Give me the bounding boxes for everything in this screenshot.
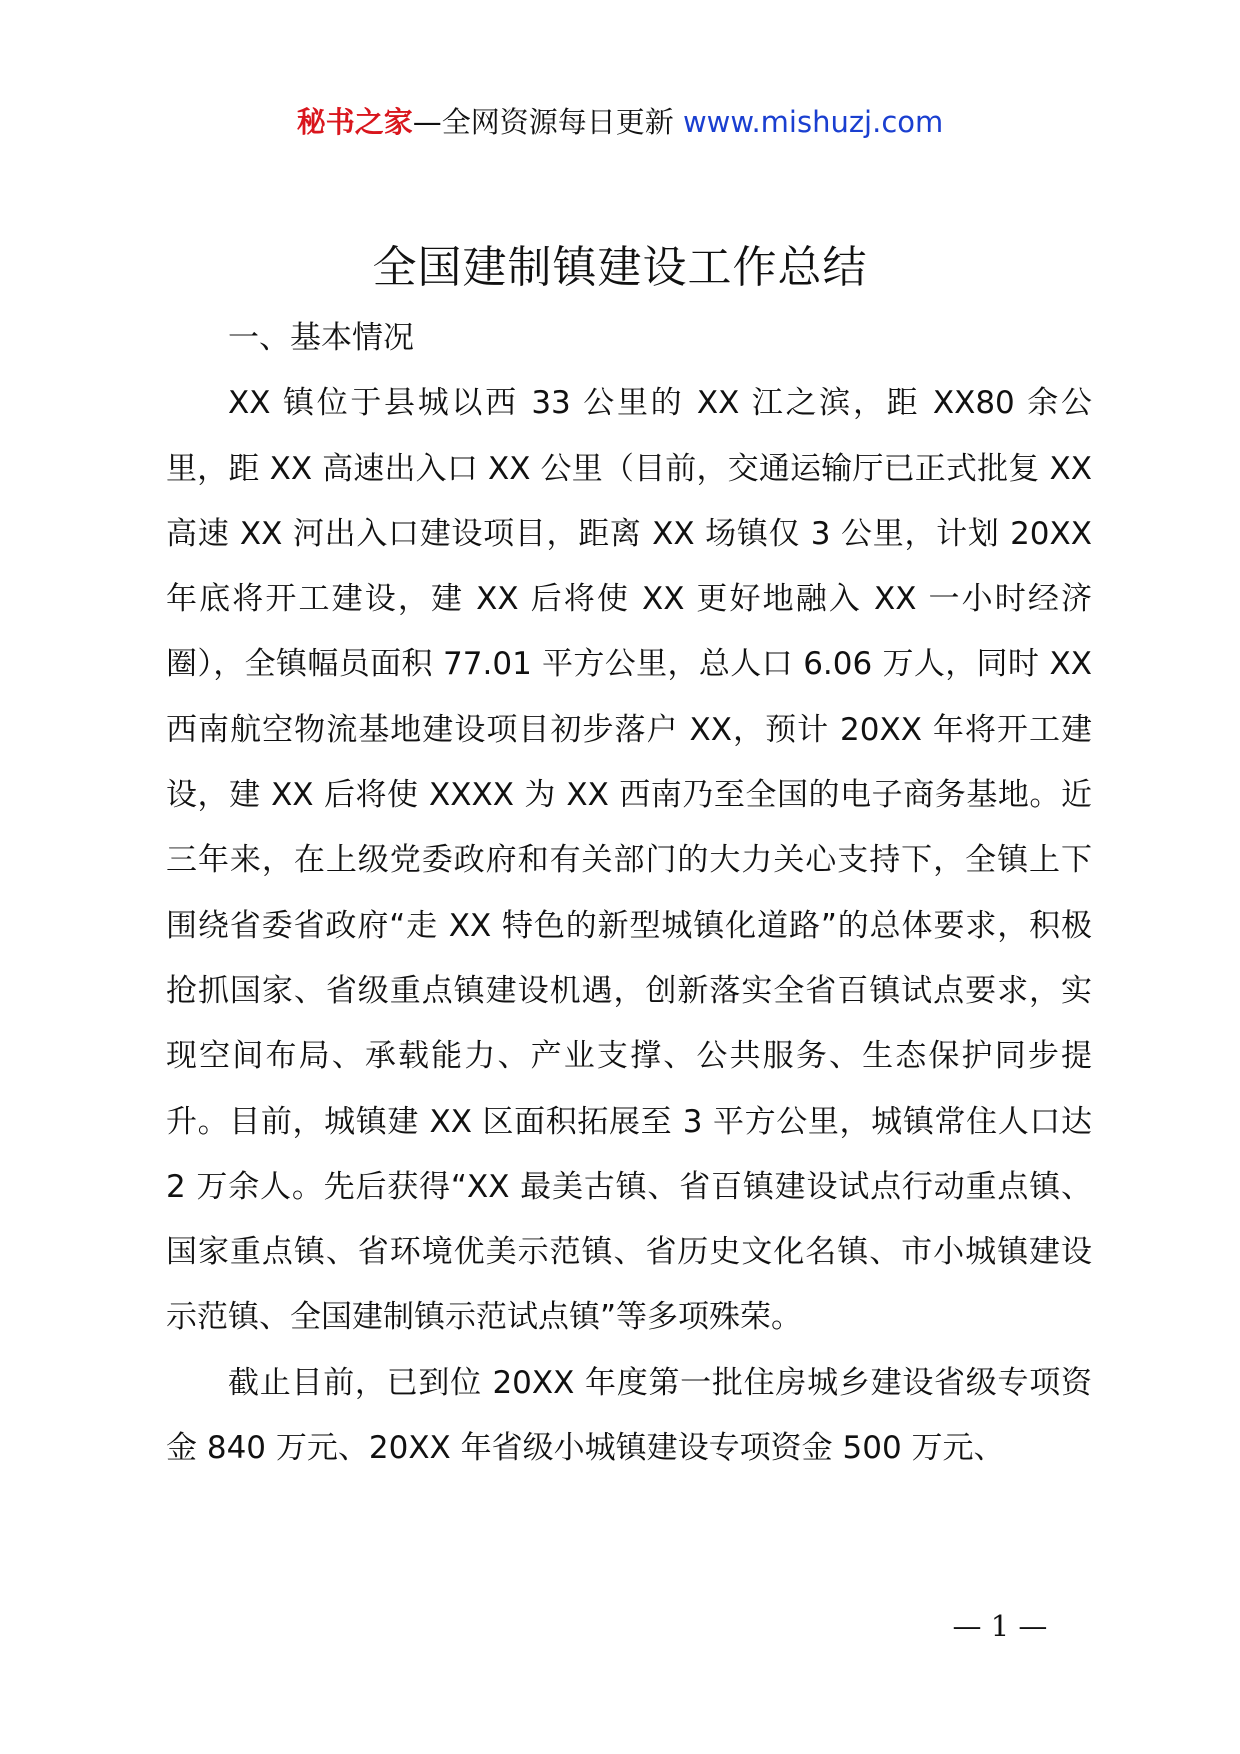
document-title: 全国建制镇建设工作总结 xyxy=(372,242,868,293)
site-header xyxy=(0,102,1240,142)
body-paragraph: XX 镇位于县城以西 33 公里的 XX 江之滨，距 XX80 余公里，距 XX 高速出入口 XX 公里（目前，交通运输厅已正式批复 XX 高速 XX 河出入口建设项目，距离 XX 场镇仅 3 公里，计划 20XX 年底将开工建设，建 XX 后将使 XX 更好地融入 XX 一小时经济圈），全镇幅员面积 77.01 平方公里，总人口 6.06 万人，同时 XX 西南航空物流基地建设项目初步落户 XX，预计 20XX 年将开工建设，建 XX 后将使 XXXX 为 XX 西南乃至全国的电子商务基地。近三年来，在上级党委政府和有关部门的大力关心支持下，全镇上下围绕省委省政府“走 XX 特色的新型城镇化道路”的总体要求，积极抢抓国家、省级重点镇建设机遇，创新落实全省百镇试点要求，实现空间布局、承载能力、产业支撑、公共服务、生态保护同步提升。目前，城镇建 XX 区面积拓展至 3 平方公里，城镇常住人口达 2 万余人。先后获得“XX 最美古镇、省百镇建设试点行动重点镇、国家重点镇、省环境优美示范镇、省历史文化名镇、市小城镇建设示范镇、全国建制镇示范试点镇”等多项殊荣。 xyxy=(166,385,1092,1336)
body-paragraph: 截止目前，已到位 20XX 年度第一批住房城乡建设省级专项资金 840 万元、20XX 年省级小城镇建设专项资金 500 万元、 xyxy=(166,1364,1092,1467)
document-body xyxy=(166,306,1092,1481)
page-number: — 1 — xyxy=(952,1609,1048,1643)
brand-name: 秘书之家 xyxy=(296,105,413,139)
site-url-link[interactable]: www.mishuzj.com xyxy=(682,105,944,139)
section-heading: 一、基本情况 xyxy=(228,320,414,356)
header-tagline: —全网资源每日更新 xyxy=(412,105,674,139)
